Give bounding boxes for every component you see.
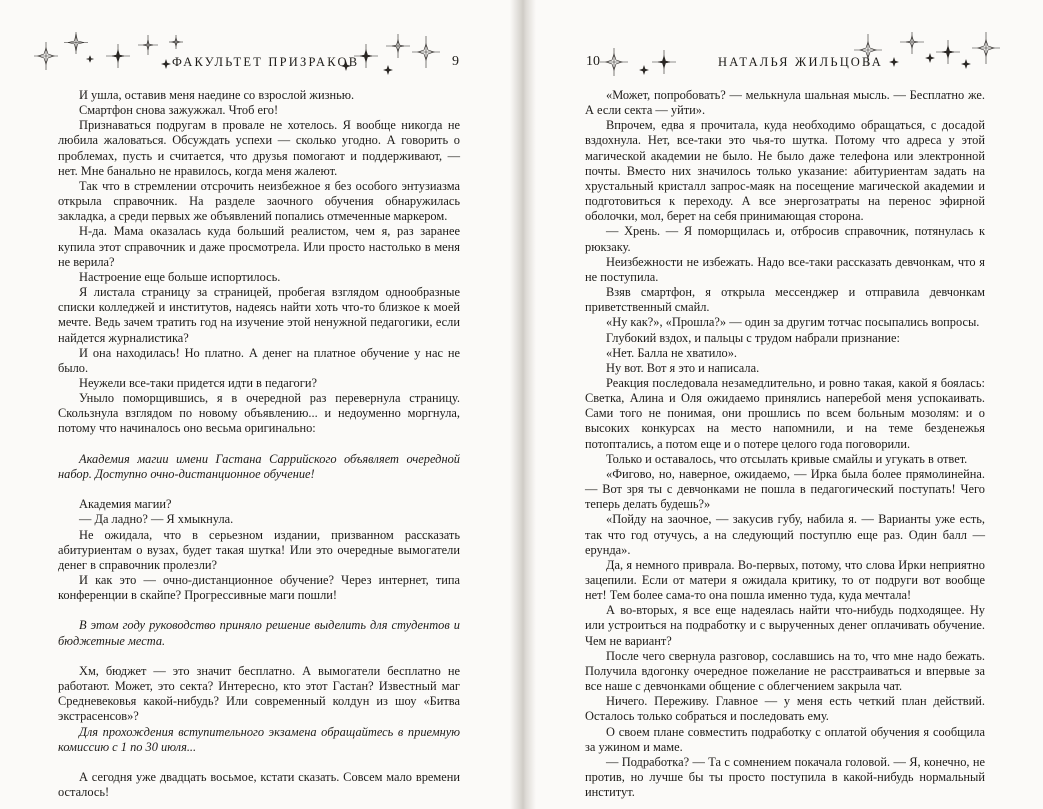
paragraph: И как это — очно-дистанционное обучение? Через интернет, типа конференции в скайпе? Прогрессивные маги пошли! xyxy=(58,572,460,603)
paragraph: Смартфон снова зажужжал. Чтоб его! xyxy=(79,103,279,118)
left-page-number: 9 xyxy=(452,54,459,69)
paragraph: Н-да. Мама оказалась куда больший реалистом, чем я, раз заранее купила этот справочник и даже просмотрела. Или просто настолько в меня не верила? xyxy=(58,224,460,269)
paragraph: А сегодня уже двадцать восьмое, кстати сказать. Совсем мало времени осталось! xyxy=(58,769,460,800)
paragraph: Впрочем, едва я прочитала, куда необходимо обращаться, с досадой вздохнула. Нет, все-таки это чья-то шутка. Потому что адреса у этой магической академии не было. Не было даже телефона или электронной почты. Вместо них значилось только указание: абитуриентам задать на хрустальный кристалл запрос-маяк на посещение магической академии и подготовиться к переходу. А все энергозатраты на перенос эфирной оболочки, мол, берет на себя принимающая сторона. xyxy=(585,118,985,224)
paragraph: — Да ладно? — Я хмыкнула. xyxy=(79,512,234,527)
paragraph: Да, я немного приврала. Во-первых, потому, что слова Ирки неприятно зацепили. Если от матери я ожидала критику, то от подруги вот вообще нет! Тем более сама-то она пошла именно туда, куда мечтала! xyxy=(585,557,985,603)
paragraph: Взяв смартфон, я открыла мессенджер и отправила девчонкам приветственный смайл. xyxy=(585,285,985,315)
paragraph: Только и оставалось, что отсылать кривые смайлы и угукать в ответ. xyxy=(606,451,968,466)
paragraph: Не ожидала, что в серьезном издании, призванном рассказать абитуриентам о вузах, будет такая шутка! Или это очередные вымогатели денег в справочник пролезли? xyxy=(58,527,460,572)
italic-announcement: В этом году руководство приняло решение выделить для студентов и бюджетные места. xyxy=(58,618,460,648)
paragraph: Хм, бюджет — это значит бесплатно. А вымогатели бесплатно не работают. Может, это секта? Интересно, кто этот Гастан? Известный маг Средневековья какой-нибудь? Или современный колдун из шоу «Битва экстрасенсов»? xyxy=(58,663,460,724)
paragraph: Настроение еще больше испортилось. xyxy=(79,269,281,284)
paragraph: Ну вот. Вот я это и написала. xyxy=(606,360,760,375)
paragraph: «Пойду на заочное, — закусив губу, набила я. — Варианты уже есть, так что год отучусь, а на следующий поступлю еще раз. Один балл — ерунда». xyxy=(585,512,985,557)
paragraph: Академия магии? xyxy=(79,497,172,512)
paragraph: Уныло поморщившись, я в очередной раз перевернула страницу. Скользнула взглядом по новому объявлению... и недоуменно моргнула, потому что начиналось оно весьма оригинально: xyxy=(58,391,460,436)
paragraph: Я листала страницу за страницей, пробегая взглядом однообразные списки колледжей и институтов, надеясь найти хоть что-то близкое к моей мечте. Ведь зачем тратить год на изучение этой ненужной педагогики, если найдется журналистика? xyxy=(58,285,460,345)
paragraph: Ничего. Переживу. Главное — у меня есть четкий план действий. Осталось только собраться и последовать ему. xyxy=(585,694,985,724)
left-running-title: ФАКУЛЬТЕТ ПРИЗРАКОВ xyxy=(172,55,360,69)
paragraph: Неужели все-таки придется идти в педагоги? xyxy=(79,375,317,390)
book-gutter xyxy=(510,0,536,809)
right-page-number: 10 xyxy=(586,54,600,69)
paragraph: О своем плане совместить подработку с оплатой обучения я сообщила за ужином и маме. xyxy=(585,724,985,754)
paragraph: И она находилась! Но платно. А денег на платное обучение у нас не было. xyxy=(58,345,460,375)
paragraph: «Нет. Балла не хватило». xyxy=(606,345,738,360)
paragraph: Признаваться подругам в провале не хотелось. Я вообще никогда не любила жаловаться. Обсуждать успехи — сколько угодно. А говорить о проблемах, пусть и считается, что друзья помогают и поддерживают, — нет. Мне банально не нравилось, когда меня жалеют. xyxy=(58,118,460,178)
paragraph: Неизбежности не избежать. Надо все-таки рассказать девчонкам, что я не поступила. xyxy=(585,254,985,284)
paragraph: Реакция последовала незамедлительно, и ровно такая, какой я боялась: Светка, Алина и Оля ожидаемо принялись наперебой меня успокаивать. Сами того не понимая, они прошлись по всем больным мозолям: и о высоких конкурсах на место напомнили, и на теме безденежья потоптались, а потом еще и о потере целого года поговорили. xyxy=(585,375,985,451)
right-page-body xyxy=(585,88,985,800)
paragraph: После чего свернула разговор, сославшись на то, что мне надо бежать. Получила вдогонку очередное пожелание не расстраиваться и впервые за все наше с девчонками общение с облегчением закрыла чат. xyxy=(585,648,985,694)
paragraph: «Может, попробовать? — мелькнула шальная мысль. — Бесплатно же. А если секта — уйти». xyxy=(585,88,985,118)
paragraph: — Хрень. — Я поморщилась и, отбросив справочник, потянулась к рюкзаку. xyxy=(585,224,985,254)
paragraph: А во-вторых, я все еще надеялась найти что-нибудь подходящее. Ну или устроиться на подработку и с вырученных денег оплачивать обучение. Чем не вариант? xyxy=(585,603,985,648)
italic-announcement: Для прохождения вступительного экзамена обращайтесь в приемную комиссию с 1 по 30 июля... xyxy=(58,724,460,754)
paragraph: Так что в стремлении отсрочить неизбежное я без особого энтузиазма открыла справочник. На разделе заочного обучения обнаружилась закладка, а среди первых же объявлений попались отмеченные маркером. xyxy=(58,178,460,224)
left-page-body xyxy=(58,88,460,800)
italic-announcement: Академия магии имени Гастана Саррийского объявляет очередной набор. Доступно очно-дистанционное обучение! xyxy=(58,451,460,481)
paragraph: И ушла, оставив меня наедине со взрослой жизнью. xyxy=(79,88,355,102)
paragraph: Глубокий вздох, и пальцы с трудом набрали признание: xyxy=(606,330,900,345)
paragraph: «Ну как?», «Прошла?» — один за другим тотчас посыпались вопросы. xyxy=(606,315,980,330)
paragraph: «Фигово, но, наверное, ожидаемо, — Ирка была более прямолинейна. — Вот зря ты с девчонками не пошла в педагогический поступать! Чего теперь делать будешь?» xyxy=(585,466,985,512)
paragraph: — Подработка? — Та с сомнением покачала головой. — Я, конечно, не против, но лучше бы ты просто поступила в какой-нибудь нормальный институт. xyxy=(585,754,985,800)
right-running-title: НАТАЛЬЯ ЖИЛЬЦОВА xyxy=(718,55,883,69)
